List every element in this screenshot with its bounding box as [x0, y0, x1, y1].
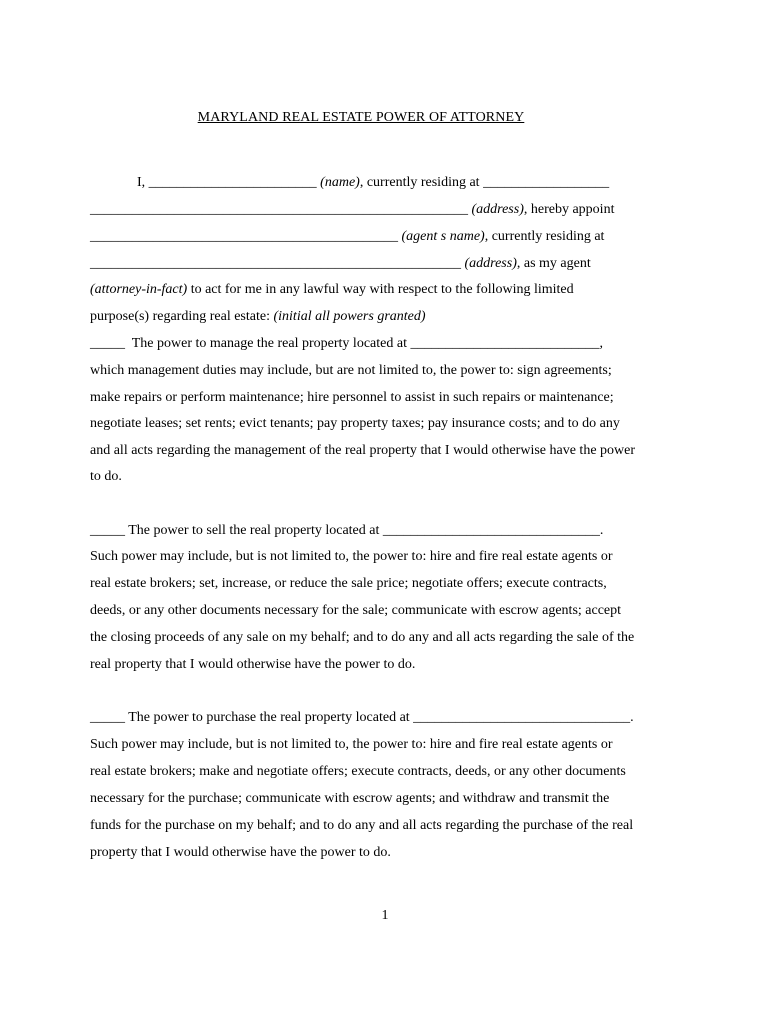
- manage-line: to do.: [90, 469, 122, 484]
- purchase-line: funds for the purchase on my behalf; and to do any and all acts regarding the purchase of the real: [90, 818, 634, 833]
- intro-line-5: (attorney-in-fact) to act for me in any lawful way with respect to the following limited: [90, 282, 574, 297]
- sell-line: Such power may include, but is not limited to, the power to: hire and fire real estate agents or: [90, 549, 613, 564]
- intro-line-2: ______________________________________________________ (address), hereby appoint: [90, 202, 615, 217]
- manage-line: and all acts regarding the management of the real property that I would otherwise have the power: [90, 443, 636, 458]
- intro-line-3: ____________________________________________ (agent s name), currently residing at: [90, 229, 605, 244]
- manage-line: _____ The power to manage the real property located at ___________________________,: [90, 336, 603, 351]
- page-number: 1: [381, 908, 389, 923]
- agent-name-field-label: (agent s name): [401, 229, 485, 244]
- sell-line: _____ The power to sell the real property located at _______________________________.: [90, 523, 604, 538]
- sell-line: deeds, or any other documents necessary for the sale; communicate with escrow agents; accept: [90, 603, 622, 618]
- purchase-line: necessary for the purchase; communicate with escrow agents; and withdraw and transmit the: [90, 791, 610, 806]
- purchase-line: _____ The power to purchase the real property located at _______________________________.: [90, 710, 634, 725]
- initial-instruction: (initial all powers granted): [273, 309, 426, 324]
- agent-address-field-label: (address): [464, 256, 517, 271]
- purchase-line: real estate brokers; make and negotiate offers; execute contracts, deeds, or any other documents: [90, 764, 626, 779]
- manage-line: which management duties may include, but are not limited to, the power to: sign agreements;: [90, 363, 612, 378]
- intro-line-6: purpose(s) regarding real estate: (initial all powers granted): [90, 309, 426, 324]
- manage-line: negotiate leases; set rents; evict tenants; pay property taxes; pay insurance costs; and to do any: [90, 416, 620, 431]
- intro-line-4: _____________________________________________________ (address), as my agent: [90, 256, 591, 271]
- document-title: MARYLAND REAL ESTATE POWER OF ATTORNEY: [197, 110, 525, 125]
- sell-line: real property that I would otherwise have the power to do.: [90, 657, 416, 672]
- purchase-line: property that I would otherwise have the power to do.: [90, 845, 391, 860]
- address-field-label: (address): [471, 202, 524, 217]
- manage-line: make repairs or perform maintenance; hire personnel to assist in such repairs or maintenance;: [90, 390, 614, 405]
- name-field-label: (name): [320, 175, 360, 190]
- purchase-line: Such power may include, but is not limited to, the power to: hire and fire real estate agents or: [90, 737, 613, 752]
- sell-line: real estate brokers; set, increase, or reduce the sale price; negotiate offers; execute contracts,: [90, 576, 607, 591]
- sell-line: the closing proceeds of any sale on my behalf; and to do any and all acts regarding the sale of the: [90, 630, 635, 645]
- intro-line-1: I, ________________________ (name), currently residing at __________________: [137, 175, 610, 190]
